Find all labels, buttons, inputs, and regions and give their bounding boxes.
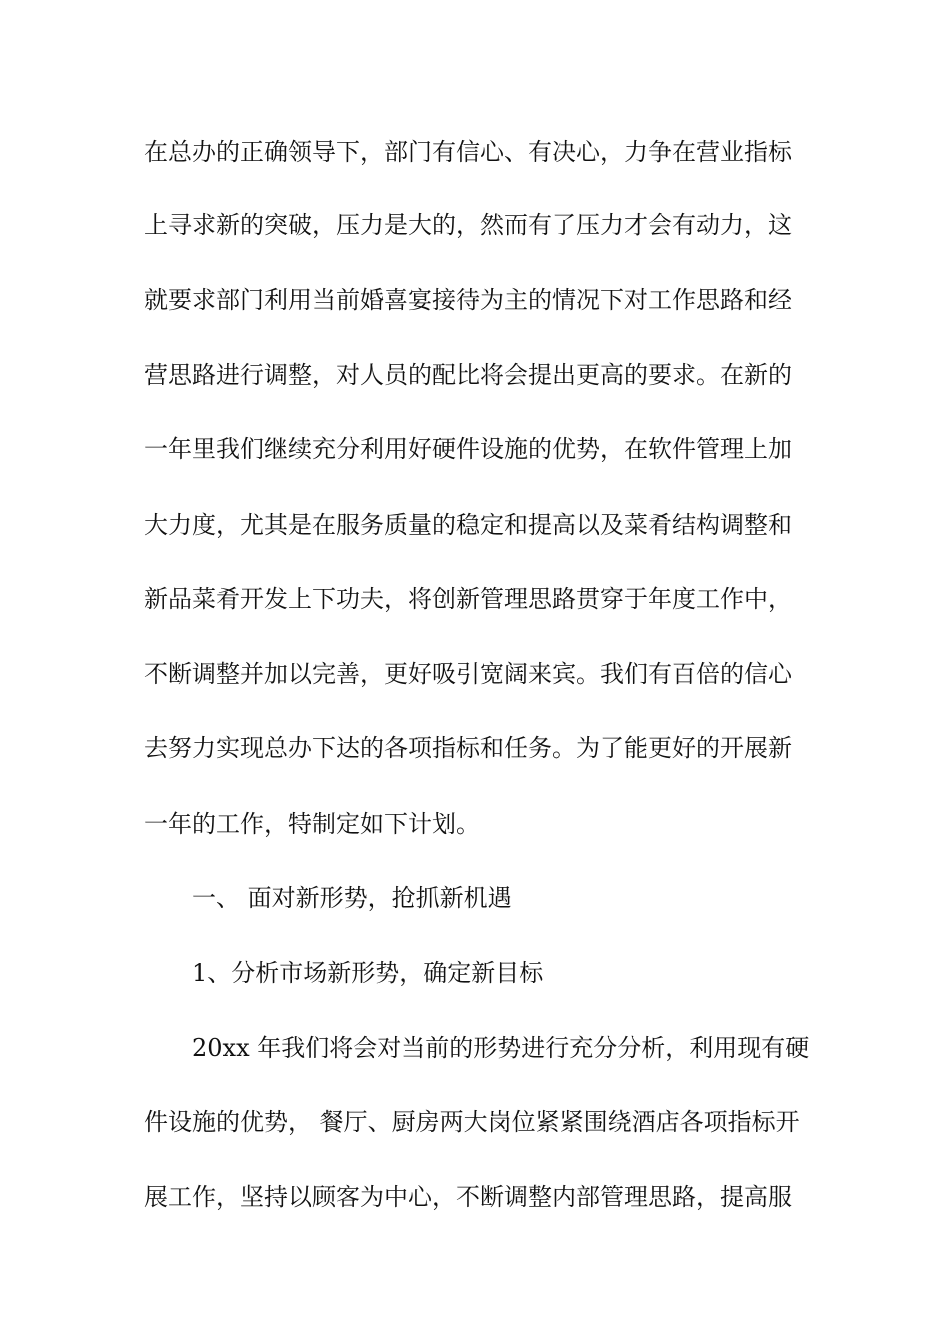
paragraph-line: 去努力实现总办下达的各项指标和任务。为了能更好的开展新 xyxy=(144,734,792,762)
paragraph-line: 件设施的优势， 餐厅、厨房两大岗位紧紧围绕酒店各项指标开 xyxy=(144,1108,800,1136)
section-heading: 一、 面对新形势，抢抓新机遇 xyxy=(192,884,512,912)
paragraph-line: 新品菜肴开发上下功夫，将创新管理思路贯穿于年度工作中， xyxy=(144,585,792,613)
paragraph-line: 大力度，尤其是在服务质量的稳定和提高以及菜肴结构调整和 xyxy=(144,511,792,539)
paragraph-line: 在总办的正确领导下，部门有信心、有决心，力争在营业指标 xyxy=(144,138,792,166)
paragraph-line: 就要求部门利用当前婚喜宴接待为主的情况下对工作思路和经 xyxy=(144,286,792,314)
subsection-heading: 1、分析市场新形势，确定新目标 xyxy=(192,959,544,987)
paragraph-line: 营思路进行调整，对人员的配比将会提出更高的要求。在新的 xyxy=(144,361,792,389)
paragraph-line: 一年里我们继续充分利用好硬件设施的优势，在软件管理上加 xyxy=(144,435,792,463)
paragraph-line: 不断调整并加以完善，更好吸引宽阔来宾。我们有百倍的信心 xyxy=(144,660,792,688)
paragraph-line: 上寻求新的突破，压力是大的，然而有了压力才会有动力，这 xyxy=(144,211,792,239)
paragraph-line: 展工作，坚持以顾客为中心，不断调整内部管理思路，提高服 xyxy=(144,1183,792,1211)
paragraph-line: 20xx 年我们将会对当前的形势进行充分分析，利用现有硬 xyxy=(192,1034,810,1062)
paragraph-line: 一年的工作，特制定如下计划。 xyxy=(144,810,480,838)
